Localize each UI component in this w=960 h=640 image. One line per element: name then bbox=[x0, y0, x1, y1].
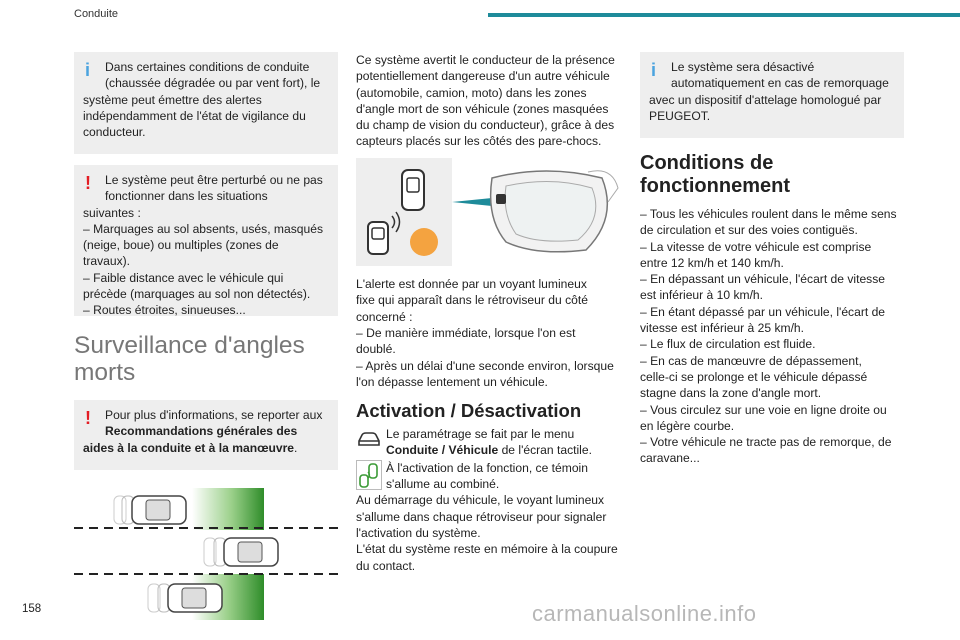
recommendations-link-text: aides à la conduite et à la manœuvre bbox=[83, 440, 295, 455]
warning-icon: ! bbox=[85, 408, 91, 428]
info-line: automatiquement en cas de remorquage bbox=[671, 76, 889, 91]
section-title bbox=[74, 332, 338, 386]
info-line: Le système sera désactivé bbox=[671, 60, 815, 74]
warning-line: – Faible distance avec le véhicule qui bbox=[83, 270, 284, 285]
startup-line: L'état du système reste en mémoire à la coupure bbox=[356, 542, 618, 557]
witness-line: s'allume au combiné. bbox=[386, 477, 500, 492]
intro-line: d'angle mort de son véhicule (zones masquées bbox=[356, 101, 609, 116]
conditions-line: est inférieur à 10 km/h. bbox=[640, 288, 764, 303]
witness-line: À l'activation de la fonction, ce témoin bbox=[386, 460, 588, 475]
conditions-line: de circulation et sur des voies contiguës. bbox=[640, 223, 858, 238]
info-icon: i bbox=[85, 60, 91, 80]
warning-line: suivantes : bbox=[83, 205, 141, 220]
side-mirror-icon bbox=[491, 170, 618, 251]
conditions-line: entre 12 km/h et 140 km/h. bbox=[640, 255, 784, 270]
car-bottom-icon bbox=[148, 584, 222, 612]
mirror-alert-illustration bbox=[356, 158, 624, 270]
menu-path: Conduite / Véhicule bbox=[386, 443, 499, 458]
warning-line: – Marquages au sol absents, usés, masqués bbox=[83, 221, 323, 236]
car-menu-icon bbox=[356, 426, 382, 452]
info-line: indépendamment de l'état de vigilance du bbox=[83, 108, 306, 123]
period: . bbox=[294, 440, 298, 455]
alert-line: doublé. bbox=[356, 342, 396, 357]
section-title-line: Surveillance d'angles bbox=[74, 332, 305, 359]
own-car-icon bbox=[402, 170, 424, 210]
conditions-line: – Le flux de circulation est fluide. bbox=[640, 337, 816, 352]
blind-spot-lanes-illustration bbox=[74, 488, 338, 626]
column-3 bbox=[640, 52, 904, 467]
conditions-line: stagne dans la zone d'angle mort. bbox=[640, 386, 822, 401]
warning-line: fonctionner dans les situations bbox=[105, 189, 268, 204]
alert-paragraph bbox=[356, 276, 624, 390]
car-top-icon bbox=[114, 496, 186, 524]
alert-line: l'on dépasse lentement un véhicule. bbox=[356, 374, 548, 389]
info-icon: i bbox=[651, 60, 657, 80]
warning-line: – Routes étroites, sinueuses... bbox=[83, 303, 246, 318]
intro-paragraph bbox=[356, 52, 624, 150]
warning-line: Pour plus d'informations, se reporter aux bbox=[105, 408, 323, 422]
alert-line: L'alerte est donnée par un voyant lumineux bbox=[356, 277, 587, 292]
settings-line: Le paramétrage se fait par le menu bbox=[386, 427, 575, 442]
conditions-line: en légère courbe. bbox=[640, 418, 735, 433]
other-car-icon bbox=[368, 222, 388, 254]
column-1 bbox=[74, 52, 338, 626]
conditions-heading-line: fonctionnement bbox=[640, 175, 790, 197]
conditions-line: – En étant dépassé par un véhicule, l'écart de bbox=[640, 304, 886, 319]
info-line: PEUGEOT. bbox=[649, 108, 711, 123]
alert-line: – Après un délai d'une seconde environ, lorsque bbox=[356, 358, 614, 373]
startup-line: du contact. bbox=[356, 558, 416, 573]
conditions-heading-line: Conditions de bbox=[640, 152, 774, 174]
info-line: avec un dispositif d'attelage homologué par bbox=[649, 92, 882, 107]
alert-line: fixe qui apparaît dans le rétroviseur du côté bbox=[356, 293, 588, 308]
activation-heading: Activation / Désactivation bbox=[356, 400, 582, 422]
info-line: système peut émettre des alertes bbox=[83, 92, 262, 107]
page-number: 158 bbox=[22, 603, 42, 615]
info-box bbox=[74, 52, 338, 154]
warning-line: Le système peut être perturbé ou ne pas bbox=[105, 173, 323, 187]
recommendations-link-text: Recommandations générales des bbox=[105, 424, 298, 439]
conditions-list bbox=[640, 206, 904, 467]
section-title-line: morts bbox=[74, 359, 136, 386]
pointer-arrow bbox=[452, 198, 492, 206]
intro-line: capteurs placés sur les côtés des pare-chocs. bbox=[356, 134, 602, 149]
startup-line: l'activation du système. bbox=[356, 525, 481, 540]
warning-box bbox=[74, 165, 338, 316]
blind-spot-witness-icon bbox=[356, 460, 382, 486]
startup-paragraph bbox=[356, 492, 624, 573]
intro-line: du champ de vision du conducteur), grâce à des bbox=[356, 118, 615, 133]
info-line: conducteur. bbox=[83, 125, 146, 140]
car-middle-icon bbox=[204, 538, 278, 566]
warning-icon: ! bbox=[85, 173, 91, 193]
warning-line: (neige, boue) ou multiples (zones de travaux). bbox=[83, 238, 279, 269]
header-section-title: Conduite bbox=[74, 8, 119, 20]
header-accent-bar bbox=[488, 13, 960, 17]
intro-line: potentiellement dangereuse d'un autre véhicule bbox=[356, 69, 610, 84]
settings-row bbox=[356, 426, 624, 459]
intro-line: (automobile, camion, moto) dans les zones bbox=[356, 85, 587, 100]
detection-zone-icon bbox=[410, 228, 438, 256]
info-box bbox=[640, 52, 904, 138]
conditions-line: – La vitesse de votre véhicule est comprise bbox=[640, 239, 872, 254]
alert-line: – De manière immédiate, lorsque l'on est bbox=[356, 325, 576, 340]
info-line: Dans certaines conditions de conduite bbox=[105, 60, 310, 74]
startup-line: s'allume dans chaque rétroviseur pour signaler bbox=[356, 509, 607, 524]
blind-spot-zone-top bbox=[192, 488, 264, 530]
conditions-line: – Votre véhicule ne tracte pas de remorque, de bbox=[640, 435, 892, 450]
column-2 bbox=[356, 52, 624, 574]
conditions-line: vitesse est inférieur à 25 km/h. bbox=[640, 321, 805, 336]
conditions-line: – En cas de manœuvre de dépassement, bbox=[640, 353, 862, 368]
info-line: (chaussée dégradée ou par vent fort), le bbox=[105, 76, 321, 91]
watermark: carmanualsonline.info bbox=[532, 601, 757, 626]
conditions-line: celle-ci se prolonge et le véhicule dépassé bbox=[640, 369, 868, 384]
warning-box-recommendations bbox=[74, 400, 338, 470]
conditions-line: caravane... bbox=[640, 451, 700, 466]
startup-line: Au démarrage du véhicule, le voyant lumineux bbox=[356, 493, 605, 508]
intro-line: Ce système avertit le conducteur de la présence bbox=[356, 53, 615, 67]
conditions-line: – En dépassant un véhicule, l'écart de vitesse bbox=[640, 272, 886, 287]
warning-line: précède (marquages au sol non détectés). bbox=[83, 287, 311, 302]
conditions-line: – Vous circulez sur une voie en ligne droite ou bbox=[640, 402, 887, 417]
conditions-line: – Tous les véhicules roulent dans le même sens bbox=[640, 207, 897, 221]
conditions-heading bbox=[640, 152, 904, 198]
settings-line-end: de l'écran tactile. bbox=[498, 443, 592, 458]
witness-row bbox=[356, 460, 624, 493]
alert-line: concerné : bbox=[356, 309, 413, 324]
